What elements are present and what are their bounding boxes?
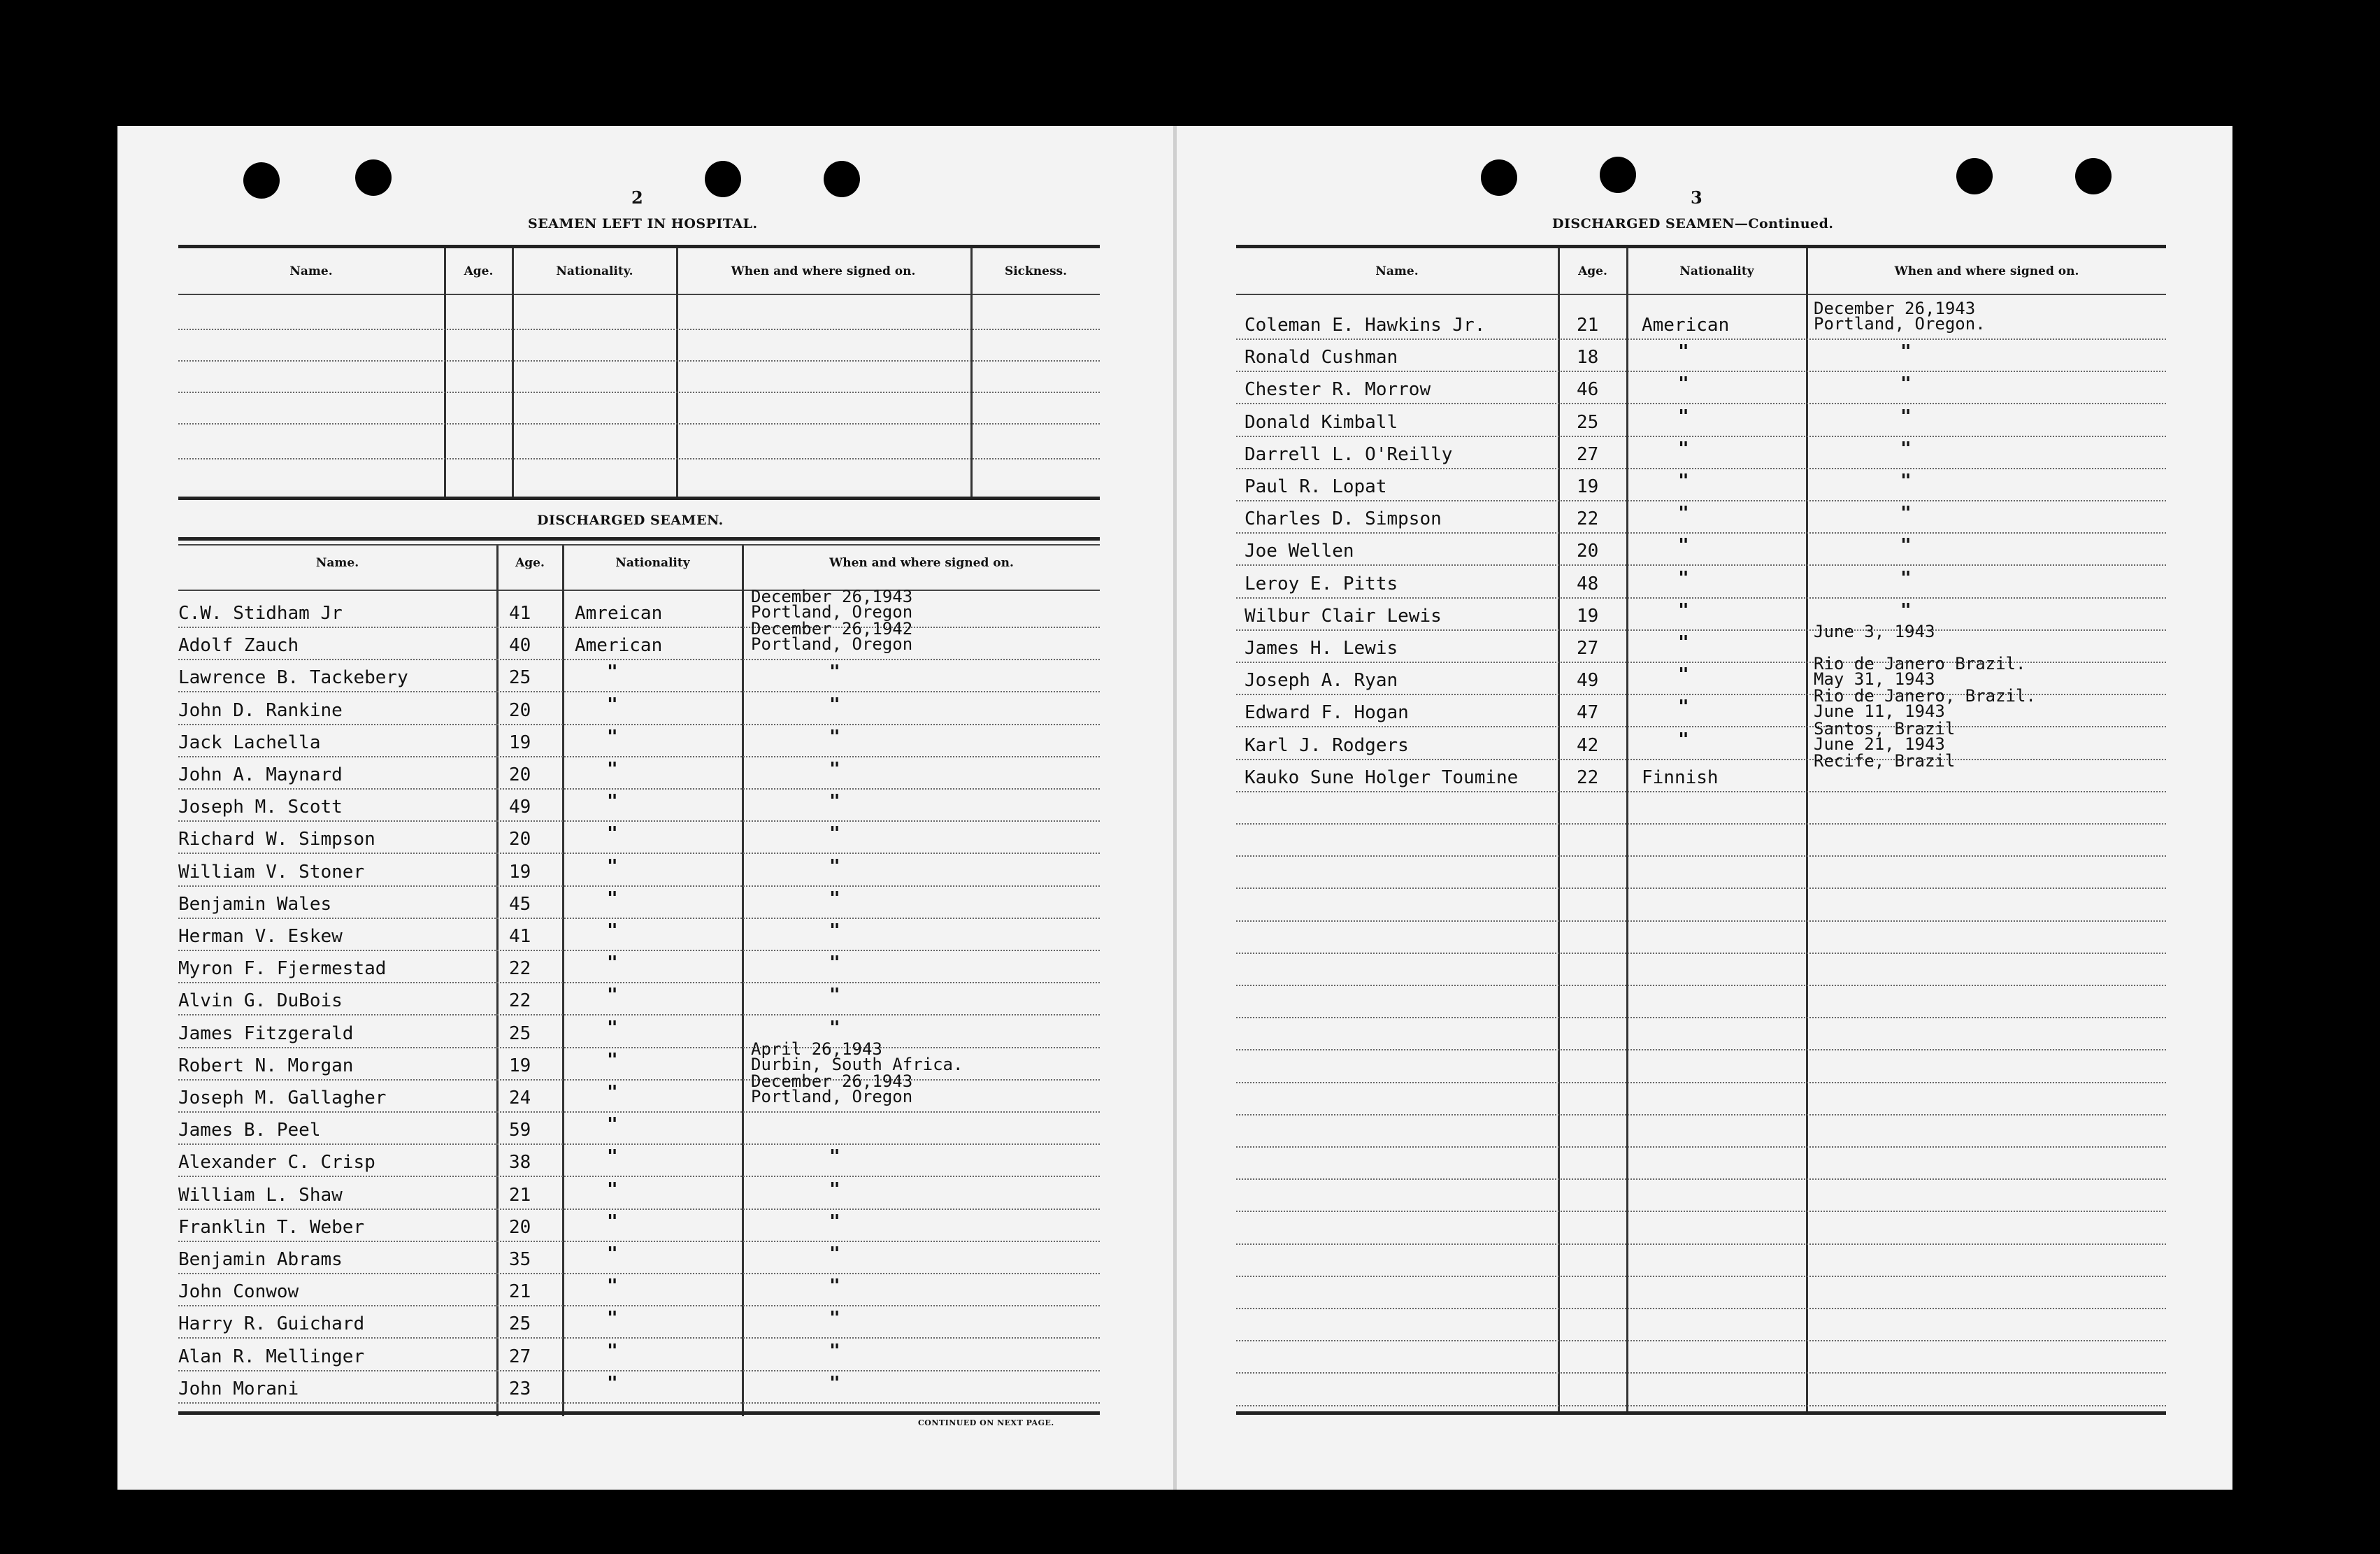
seaman-age: 47	[1577, 702, 1599, 724]
seaman-nationality: American	[575, 635, 663, 657]
signed-on-ditto: "	[829, 920, 840, 941]
signed-on-ditto: "	[1900, 406, 1912, 427]
binder-hole	[705, 161, 741, 197]
hospital-section-title: SEAMEN LEFT IN HOSPITAL.	[528, 216, 758, 231]
seaman-name: Karl J. Rodgers	[1245, 734, 1409, 756]
seaman-name: Charles D. Simpson	[1245, 508, 1442, 530]
seaman-age: 22	[509, 958, 531, 980]
seaman-name: John Conwow	[178, 1281, 299, 1303]
ruled-line	[178, 1305, 1100, 1306]
col-header-name: Name.	[1375, 264, 1419, 278]
seaman-name: Franklin T. Weber	[178, 1216, 365, 1238]
seaman-name: William L. Shaw	[178, 1184, 343, 1206]
col-header-signed-on: When and where signed on.	[731, 264, 916, 278]
signed-on-entry: Rio de Janero Brazil.	[1814, 654, 2026, 674]
seaman-nationality: "	[607, 759, 618, 780]
seaman-nationality: "	[1678, 567, 1689, 589]
seaman-nationality: "	[607, 1049, 618, 1071]
ruled-line	[1236, 759, 2166, 760]
signed-on-ditto: "	[829, 1211, 840, 1232]
seaman-name: Wilbur Clair Lewis	[1245, 605, 1442, 627]
ruled-line	[1236, 953, 2166, 954]
col-header-name: Name.	[315, 556, 359, 570]
seaman-nationality: "	[607, 1372, 618, 1394]
seaman-name: Joseph M. Gallagher	[178, 1088, 387, 1109]
seaman-age: 20	[509, 764, 531, 785]
seaman-age: 22	[1577, 508, 1599, 530]
ruled-line	[1236, 629, 2166, 631]
seaman-nationality: "	[1678, 373, 1689, 395]
signed-on-ditto: "	[1900, 438, 1912, 459]
ruled-line	[178, 788, 1100, 790]
ruled-line	[1236, 888, 2166, 889]
seaman-name: John D. Rankine	[178, 699, 343, 721]
signed-on-ditto: "	[829, 726, 840, 748]
ruled-line	[1236, 1114, 2166, 1115]
ruled-line	[1236, 1405, 2166, 1406]
seaman-nationality: Finnish	[1642, 767, 1719, 788]
seaman-nationality: "	[607, 1017, 618, 1039]
binder-hole	[243, 162, 280, 199]
ruled-line	[178, 1143, 1100, 1145]
seaman-age: 19	[509, 861, 531, 883]
page-number: 2	[631, 187, 643, 208]
ruled-line	[178, 950, 1100, 951]
seaman-age: 49	[1577, 670, 1599, 692]
ruled-line	[178, 853, 1100, 854]
ruled-line	[178, 1176, 1100, 1177]
binder-hole	[1481, 159, 1517, 196]
seaman-nationality: "	[607, 1340, 618, 1362]
ruled-line	[1236, 468, 2166, 469]
ruled-line	[1236, 1308, 2166, 1309]
seaman-name: Alvin G. DuBois	[178, 990, 343, 1012]
col-header-age: Age.	[464, 264, 494, 278]
ruled-line	[1236, 1340, 2166, 1341]
seaman-nationality: "	[607, 1276, 618, 1297]
seaman-name: William V. Stoner	[178, 861, 365, 883]
signed-on-entry: April 26,1943	[751, 1039, 882, 1059]
discharged-continued-title: DISCHARGED SEAMEN—Continued.	[1552, 216, 1834, 231]
ruled-line	[178, 1014, 1100, 1015]
rule	[1236, 1411, 2166, 1415]
seaman-name: Joe Wellen	[1245, 541, 1354, 562]
seaman-name: Jack Lachella	[178, 732, 321, 753]
binder-hole	[355, 159, 392, 196]
ruled-line	[178, 627, 1100, 628]
signed-on-entry: December 26,1943	[1814, 299, 1976, 318]
seaman-nationality: "	[607, 1178, 618, 1200]
ruled-line	[1236, 791, 2166, 792]
signed-on-entry: Portland, Oregon	[751, 1087, 913, 1106]
ruled-line	[178, 458, 1100, 459]
seaman-nationality: "	[1678, 471, 1689, 492]
ruled-line	[178, 1337, 1100, 1339]
ruled-line	[178, 1241, 1100, 1242]
signed-on-entry: June 3, 1943	[1814, 622, 1935, 641]
signed-on-ditto: "	[829, 1372, 840, 1394]
signed-on-entry: Recife, Brazil	[1814, 750, 1956, 771]
column-divider	[742, 546, 744, 1416]
seaman-name: C.W. Stidham Jr	[178, 603, 343, 624]
seaman-age: 22	[1577, 767, 1599, 788]
ruled-line	[178, 885, 1100, 887]
ruled-line	[178, 820, 1100, 822]
seaman-name: John A. Maynard	[178, 764, 343, 785]
ruled-line	[1236, 1372, 2166, 1374]
seaman-name: Adolf Zauch	[178, 635, 299, 657]
ruled-line	[178, 1111, 1100, 1113]
signed-on-entry: Portland, Oregon	[751, 634, 913, 655]
seaman-name: Kauko Sune Holger Toumine	[1245, 767, 1519, 788]
seaman-name: Chester R. Morrow	[1245, 379, 1431, 401]
binder-hole	[1600, 157, 1636, 193]
ruled-line	[178, 1370, 1100, 1371]
seaman-name: Paul R. Lopat	[1245, 476, 1387, 497]
signed-on-ditto: "	[829, 662, 840, 683]
signed-on-ditto: "	[1900, 373, 1912, 395]
signed-on-ditto: "	[1900, 341, 1912, 363]
seaman-name: Alan R. Mellinger	[178, 1346, 365, 1367]
ruled-line	[1236, 338, 2166, 340]
seaman-nationality: "	[1678, 632, 1689, 653]
col-header-name: Name.	[289, 264, 333, 278]
seaman-name: Darrell L. O'Reilly	[1245, 443, 1453, 465]
signed-on-entry: June 21, 1943	[1814, 734, 1945, 754]
seaman-nationality: "	[1678, 341, 1689, 363]
seaman-age: 35	[509, 1249, 531, 1270]
column-divider	[562, 546, 564, 1416]
ruled-line	[1236, 1049, 2166, 1050]
seaman-age: 20	[509, 829, 531, 850]
ruled-line	[1236, 662, 2166, 663]
ruled-line	[1236, 726, 2166, 727]
signed-on-entry: December 26,1943	[751, 587, 913, 606]
signed-on-ditto: "	[829, 1276, 840, 1297]
seaman-age: 19	[1577, 476, 1599, 497]
col-header-age: Age.	[1578, 264, 1607, 278]
rule	[1236, 294, 2166, 295]
seaman-name: Coleman E. Hawkins Jr.	[1245, 315, 1486, 336]
rule	[178, 245, 1100, 248]
rule	[178, 294, 1100, 295]
seaman-nationality: "	[607, 791, 618, 813]
ruled-line	[1236, 436, 2166, 437]
seaman-name: James B. Peel	[178, 1120, 321, 1141]
ruled-line	[1236, 500, 2166, 501]
ruled-line	[1236, 403, 2166, 404]
ruled-line	[1236, 1082, 2166, 1083]
signed-on-ditto: "	[829, 1146, 840, 1168]
seaman-nationality: "	[607, 1082, 618, 1103]
ruled-line	[1236, 823, 2166, 825]
signed-on-entry: Portland, Oregon.	[1814, 314, 1986, 334]
seaman-age: 20	[509, 699, 531, 721]
seaman-nationality: "	[1678, 438, 1689, 459]
signed-on-entry: June 11, 1943	[1814, 701, 1945, 722]
ruled-line	[1236, 564, 2166, 566]
rule	[1236, 245, 2166, 248]
seaman-nationality: "	[1678, 729, 1689, 750]
seaman-age: 40	[509, 635, 531, 657]
ruled-line	[178, 659, 1100, 660]
seaman-age: 19	[1577, 605, 1599, 627]
seaman-nationality: "	[1678, 503, 1689, 525]
ruled-line	[1236, 1017, 2166, 1018]
seaman-nationality: "	[607, 694, 618, 715]
seaman-age: 42	[1577, 734, 1599, 756]
seaman-age: 38	[509, 1152, 531, 1174]
seaman-nationality: "	[607, 888, 618, 909]
seaman-nationality: "	[607, 1308, 618, 1330]
col-header-sickness: Sickness.	[1004, 264, 1068, 278]
ruled-line	[178, 691, 1100, 692]
seaman-name: Robert N. Morgan	[178, 1055, 354, 1076]
seaman-name: Myron F. Fjermestad	[178, 958, 387, 980]
rule	[178, 497, 1100, 500]
seaman-nationality: "	[607, 662, 618, 683]
signed-on-ditto: "	[1900, 567, 1912, 589]
seaman-nationality: "	[607, 1211, 618, 1232]
ruled-line	[1236, 1276, 2166, 1277]
column-divider	[1558, 248, 1560, 1413]
ruled-line	[178, 1079, 1100, 1081]
ruled-line	[178, 1047, 1100, 1048]
signed-on-ditto: "	[829, 1340, 840, 1362]
seaman-age: 27	[1577, 443, 1599, 465]
ruled-line	[1236, 1178, 2166, 1180]
seaman-nationality: "	[1678, 664, 1689, 686]
seaman-name: Joseph M. Scott	[178, 797, 343, 818]
ruled-line	[178, 423, 1100, 425]
seaman-age: 23	[509, 1378, 531, 1399]
rule	[178, 1411, 1100, 1415]
seaman-nationality: "	[1678, 406, 1689, 427]
signed-on-ditto: "	[1900, 471, 1912, 492]
col-header-nationality: Nationality	[1679, 264, 1754, 278]
seaman-name: James Fitzgerald	[178, 1022, 354, 1044]
seaman-nationality: "	[607, 855, 618, 877]
seaman-name: Ronald Cushman	[1245, 347, 1398, 369]
col-header-nationality: Nationality.	[556, 264, 633, 278]
ruled-line	[1236, 532, 2166, 534]
seaman-name: Alexander C. Crisp	[178, 1152, 375, 1174]
ruled-line	[1236, 371, 2166, 372]
column-divider	[1626, 248, 1628, 1413]
col-header-signed-on: When and where signed on.	[829, 556, 1014, 570]
signed-on-ditto: "	[829, 791, 840, 813]
ruled-line	[178, 756, 1100, 757]
signed-on-ditto: "	[829, 1178, 840, 1200]
signed-on-ditto: "	[829, 855, 840, 877]
signed-on-entry: May 31, 1943	[1814, 669, 1935, 690]
ruled-line	[178, 1273, 1100, 1274]
seaman-age: 25	[509, 1022, 531, 1044]
seaman-age: 21	[509, 1281, 531, 1303]
seaman-nationality: "	[607, 726, 618, 748]
seaman-age: 49	[509, 797, 531, 818]
seaman-age: 27	[509, 1346, 531, 1367]
signed-on-ditto: "	[1900, 535, 1912, 557]
signed-on-ditto: "	[1900, 503, 1912, 525]
seaman-name: Joseph A. Ryan	[1245, 670, 1398, 692]
signed-on-entry: Santos, Brazil	[1814, 718, 1956, 739]
seaman-name: Leroy E. Pitts	[1245, 573, 1398, 594]
signed-on-ditto: "	[829, 1017, 840, 1039]
seaman-age: 21	[509, 1184, 531, 1206]
seaman-age: 59	[509, 1120, 531, 1141]
seaman-age: 25	[509, 1313, 531, 1335]
seaman-age: 24	[509, 1088, 531, 1109]
seaman-age: 21	[1577, 315, 1599, 336]
signed-on-ditto: "	[829, 694, 840, 715]
signed-on-ditto: "	[829, 953, 840, 974]
col-header-signed-on: When and where signed on.	[1894, 264, 2079, 278]
seaman-nationality: "	[1678, 535, 1689, 557]
seaman-age: 19	[509, 732, 531, 753]
signed-on-entry: Durbin, South Africa.	[751, 1054, 963, 1074]
ruled-line	[1236, 1146, 2166, 1148]
seaman-nationality: "	[607, 1146, 618, 1168]
ruled-line	[178, 918, 1100, 919]
seaman-name: Benjamin Abrams	[178, 1249, 343, 1270]
seaman-nationality: "	[607, 953, 618, 974]
seaman-name: Benjamin Wales	[178, 893, 332, 915]
ruled-line	[1236, 920, 2166, 922]
signed-on-entry: Portland, Oregon	[751, 602, 913, 622]
seaman-nationality: "	[607, 985, 618, 1006]
signed-on-entry: December 26,1942	[751, 619, 913, 639]
seaman-age: 25	[1577, 411, 1599, 433]
seaman-name: James H. Lewis	[1245, 638, 1398, 659]
binder-hole	[2075, 158, 2112, 194]
rule	[178, 544, 1100, 546]
seaman-age: 18	[1577, 347, 1599, 369]
signed-on-ditto: "	[829, 759, 840, 780]
seaman-nationality: "	[607, 1114, 618, 1136]
ruled-line	[1236, 985, 2166, 986]
seaman-nationality: "	[607, 920, 618, 941]
column-divider	[1806, 248, 1808, 1413]
rule	[178, 537, 1100, 541]
signed-on-ditto: "	[829, 823, 840, 845]
col-header-age: Age.	[515, 556, 545, 570]
seaman-name: John Morani	[178, 1378, 299, 1399]
ruled-line	[178, 392, 1100, 393]
ruled-line	[1236, 855, 2166, 857]
column-divider	[496, 546, 499, 1416]
page-number: 3	[1691, 187, 1702, 208]
seaman-age: 46	[1577, 379, 1599, 401]
ruled-line	[178, 1402, 1100, 1404]
signed-on-ditto: "	[829, 1243, 840, 1264]
seaman-nationality: American	[1642, 315, 1730, 336]
signed-on-entry: Rio de Janero, Brazil.	[1814, 686, 2036, 706]
ruled-line	[178, 360, 1100, 362]
seaman-age: 41	[509, 603, 531, 624]
seaman-nationality: Amreican	[575, 603, 663, 624]
seaman-name: Richard W. Simpson	[178, 829, 375, 850]
ruled-line	[178, 329, 1100, 330]
seaman-nationality: "	[607, 823, 618, 845]
binder-hole	[824, 161, 860, 197]
seaman-name: Donald Kimball	[1245, 411, 1398, 433]
seaman-age: 41	[509, 926, 531, 947]
discharged-section-title: DISCHARGED SEAMEN.	[537, 513, 724, 528]
seaman-age: 19	[509, 1055, 531, 1076]
ruled-line	[178, 1209, 1100, 1210]
col-header-nationality: Nationality	[615, 556, 690, 570]
continued-footer: CONTINUED ON NEXT PAGE.	[918, 1418, 1054, 1427]
binder-hole	[1956, 158, 1993, 194]
signed-on-entry: December 26,1943	[751, 1071, 913, 1091]
seaman-age: 25	[509, 667, 531, 689]
seaman-name: Herman V. Eskew	[178, 926, 343, 947]
signed-on-ditto: "	[829, 985, 840, 1006]
seaman-nationality: "	[1678, 599, 1689, 621]
seaman-name: Lawrence B. Tackebery	[178, 667, 408, 689]
signed-on-ditto: "	[1900, 599, 1912, 621]
ruled-line	[178, 982, 1100, 983]
seaman-nationality: "	[1678, 697, 1689, 718]
seaman-age: 20	[1577, 541, 1599, 562]
seaman-age: 20	[509, 1216, 531, 1238]
ruled-line	[1236, 597, 2166, 599]
seaman-age: 45	[509, 893, 531, 915]
ruled-line	[1236, 1211, 2166, 1212]
signed-on-ditto: "	[829, 888, 840, 909]
seaman-age: 48	[1577, 573, 1599, 594]
rule	[178, 590, 1100, 591]
ruled-line	[1236, 1243, 2166, 1245]
seaman-name: Harry R. Guichard	[178, 1313, 365, 1335]
seaman-age: 22	[509, 990, 531, 1012]
seaman-nationality: "	[607, 1243, 618, 1264]
signed-on-ditto: "	[829, 1308, 840, 1330]
ruled-line	[178, 724, 1100, 725]
seaman-age: 27	[1577, 638, 1599, 659]
seaman-name: Edward F. Hogan	[1245, 702, 1409, 724]
